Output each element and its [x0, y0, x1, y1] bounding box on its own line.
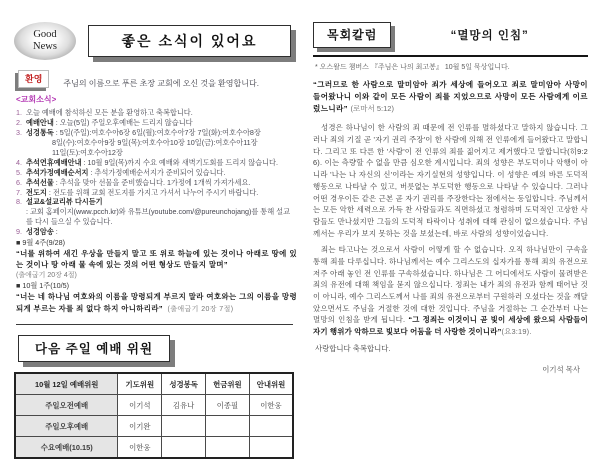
scripture-quote: [313, 79, 588, 115]
item-label: 예배안내: [26, 117, 54, 127]
closing-line: 사랑합니다 축복합니다.: [315, 343, 391, 353]
table-cell: [162, 437, 206, 459]
item-label: 성경암송: [26, 227, 54, 237]
welcome-text: 주님의 이름으로 푸른 초장 교회에 오신 것을 환영합니다.: [63, 79, 259, 88]
section-divider: [16, 324, 293, 325]
memory-verse-week: ■ 10월 1주(10/5): [16, 281, 69, 291]
table-cell: 이한웅: [249, 395, 293, 416]
pastor-signature: 이기석 목사: [542, 364, 580, 374]
item-label: 설교&설교리뷰 다시듣기: [26, 197, 103, 207]
memory-verse-text: [16, 291, 297, 315]
left-column: [14, 22, 297, 452]
table-row-label: 주일오후예배: [15, 416, 118, 437]
table-row: [15, 416, 293, 437]
table-cell: [249, 437, 293, 459]
table-cell: [206, 416, 250, 437]
pastoral-column-header: [313, 22, 588, 48]
memory-verse-text-inner: “너는 네 하나님 여호와의 이름을 망령되게 부르지 말라 여호와는 그의 이름을 망령되게 부르는 자를 죄 없다 하지 아니하리라”: [16, 292, 297, 313]
table-row: [15, 395, 293, 416]
list-item: [16, 158, 297, 168]
good-news-badge: [14, 22, 76, 60]
table-row-label: 수요예배(10.15): [15, 437, 118, 459]
list-item: [16, 168, 297, 178]
item-number: 1.: [16, 108, 22, 117]
item-number: 2.: [16, 117, 22, 127]
bulletin-title: 좋은 소식이 있어요: [88, 25, 291, 57]
item-number: 3.: [16, 127, 22, 137]
list-item: [16, 128, 297, 158]
item-number: 9.: [16, 227, 22, 237]
memory-verse-text: “너를 위하여 새긴 우상을 만들지 말고 또 위로 하늘에 있는 것이나 아래로 땅에 있는 것이나 땅 아래 물 속에 있는 것의 어떤 형상도 만들지 말며”: [16, 249, 297, 270]
item-text: : 전도를 위해 교회 전도지를 가지고 가셔서 나누어 주시기 바랍니다.: [48, 187, 259, 197]
item-text: :: [55, 227, 58, 237]
scripture-reference: (요3:19).: [501, 327, 532, 337]
memory-verse-reference: (출애굽기 20장 7절): [167, 305, 234, 313]
welcome-section: [14, 70, 297, 89]
item-label: 추석가정예배순서지: [26, 167, 89, 177]
item-text: 오늘 예배에 참석하신 모든 분을 환영하고 축복합니다.: [26, 108, 193, 117]
scripture-quote-inline: “그 정죄는 이것이니 곧 빛이 세상에 왔으되 사람들이 자기 행위가 악하므로 빛보다 어둠을 더 사랑한 것이니라”: [313, 315, 588, 337]
memory-verse: [16, 238, 297, 280]
good-news-badge-line1: Good: [33, 28, 57, 40]
worship-committee-title: 다음 주일 예배 위원: [18, 335, 170, 362]
table-cell: [206, 437, 250, 459]
welcome-badge: 환영: [18, 70, 49, 88]
list-item: [16, 118, 297, 128]
table-cell: 이한웅: [118, 437, 162, 459]
worship-committee-table: [14, 372, 294, 459]
column-paragraph-text: 죄는 타고나는 것으로서 사람이 어떻게 할 수 없습니다. 오직 하나님만이 구속을 통해 죄를 다루십니다. 하나님께서는 예수 그리스도의 십자가를 통해 죄의 유전으로 저주 아래 놓인 전 인류를 구속하셨습니다. 하나님은 그 어디에서도 사람이 물려받은 죄의 유전에 대해 책임을 묻지 않으십니다. 정죄는 내가 죄의 유전과 함께 태어난 것이 아니라, 예수 그리스도께서 나를 죄의 유전으로부터 구원하러 오셨다는 것을 깨달았으면서도 주님을 거절한 것에 대한 것입니다. 주님을 거절하는 그 순간부터 나는 멸망의 인침을 받게 됩니다.: [313, 245, 588, 325]
table-cell: [162, 416, 206, 437]
item-text-continued: 11일(토):여호수아12장: [52, 147, 123, 157]
column-title: “멸망의 인침”: [450, 30, 529, 42]
item-label: 전도지: [26, 187, 47, 197]
header-rule: [313, 55, 588, 57]
column-paragraph: [313, 244, 588, 338]
table-cell: 이기석: [118, 395, 162, 416]
table-cell: [249, 416, 293, 437]
table-header-cell: 10월 12일 예배위원: [15, 373, 118, 395]
item-text-continued: 를 다시 들으실 수 있습니다.: [26, 217, 113, 227]
good-news-header: [14, 22, 297, 60]
table-header-cell: 기도위원: [118, 373, 162, 395]
right-column: [313, 22, 588, 424]
item-number: 6.: [16, 177, 22, 187]
item-label: 성경통독: [26, 127, 54, 137]
memory-verse-week: ■ 9월 4주(9/28): [16, 238, 65, 248]
item-number: 7.: [16, 187, 22, 197]
scripture-reference: (로마서 5:12): [350, 104, 394, 114]
devotional-note: * 오스왈드 챔버스 『주님은 나의 최고봉』 10월 5일 묵상입니다.: [315, 64, 510, 71]
item-text-continued: : 교회 홈페이지(www.pcch.kr)와 유튜브(youtube.com/@pureunchojang)를 통해 설교: [26, 207, 291, 217]
memory-verse: [16, 281, 297, 315]
scripture-quote-text: “그러므로 한 사람으로 말미암아 죄가 세상에 들어오고 죄로 말미암아 사망이 들어왔나니 이와 같이 모든 사람이 죄를 지었으므로 사망이 모든 사람에게 이르렀느니라”: [313, 80, 588, 114]
table-header-cell: 성경봉독: [162, 373, 206, 395]
table-cell: 이기완: [118, 416, 162, 437]
item-number: 8.: [16, 197, 22, 207]
list-item: [16, 188, 297, 198]
table-header-row: [15, 373, 293, 395]
good-news-badge-line2: News: [33, 41, 57, 52]
item-text: : 오늘(5일) 주일오후예배는 드리지 않습니다: [55, 117, 193, 127]
item-number: 4.: [16, 157, 22, 167]
list-item: [16, 178, 297, 188]
church-news-list: [16, 108, 297, 315]
table-cell: 김유나: [162, 395, 206, 416]
pastoral-column-badge: 목회칼럼: [313, 22, 391, 48]
item-text: : 5일(주일):여호수아6장 6일(월):여호수아7장 7일(화):여호수아8장: [55, 127, 261, 137]
memory-verse-reference: (출애굽기 20장 4절): [16, 272, 77, 280]
table-header-cell: 안내위원: [249, 373, 293, 395]
item-label: 추석연휴예배안내: [26, 157, 82, 167]
item-text: : 추석을 맞아 선물을 준비했습니다. 1가정에 1개씩 가져가세요.: [55, 177, 251, 187]
list-item: [16, 108, 297, 118]
table-cell: 이종필: [206, 395, 250, 416]
church-news-header: <교회소식>: [16, 95, 57, 104]
table-row-label: 주일오전예배: [15, 395, 118, 416]
table-row: [15, 437, 293, 459]
table-header-cell: 헌금위원: [206, 373, 250, 395]
list-item: [16, 227, 297, 237]
list-item: [16, 197, 297, 227]
column-paragraph: 성경은 하나님이 한 사람의 죄 때문에 전 인류를 멸하셨다고 말하지 않습니다. 그러나 죄의 기질 곧 '자기 권리 주장'이 한 사람에 의해 전 인류에게 들어왔다고 말합니다. 그리고 또 다른 한 '사람'이 전 인류의 죄를 짊어지고 제거했다고 말합니다(히9:26). 이는 측량할 수 없을 만큼 심오한 계시입니다. 죄의 성향은 부도덕이나 악행이 아니라 '나는 나 자신의 신'이라는 자기실현의 성향입니다. 이 성향은 예의 바른 도덕적 행동으로 나타날 수 있고, 버릇없는 부도덕한 행동으로 나타날 수 있습니다. 그러나 어떤 경우이든 같은 근본 곧 자기 권리를 주장한다는 점에서는 동일합니다. 주님께서는 모든 악한 세력으로 가득 찬 사람들과도 직면하셨고 청렴하며 도덕적인 고상한 사람들도 만나셨지만 그들의 도덕적 타락이나 성취에 대해 관심이 없으셨습니다. 주님께서는 우리가 보지 못하는 것을 보셨는데, 바로 사람의 성향이었습니다.: [313, 123, 588, 238]
item-label: 추석선물: [26, 177, 54, 187]
item-number: 5.: [16, 167, 22, 177]
item-text: : 10월 9일(목)까지 수요 예배와 새벽기도회를 드리지 않습니다.: [83, 157, 278, 167]
item-text-continued: 8일(수):여호수아9장 9일(목):여호수아10장 10일(금):여호수아11장: [52, 137, 258, 147]
item-text: : 추석가정예배순서지가 준비되어 있습니다.: [90, 167, 226, 177]
